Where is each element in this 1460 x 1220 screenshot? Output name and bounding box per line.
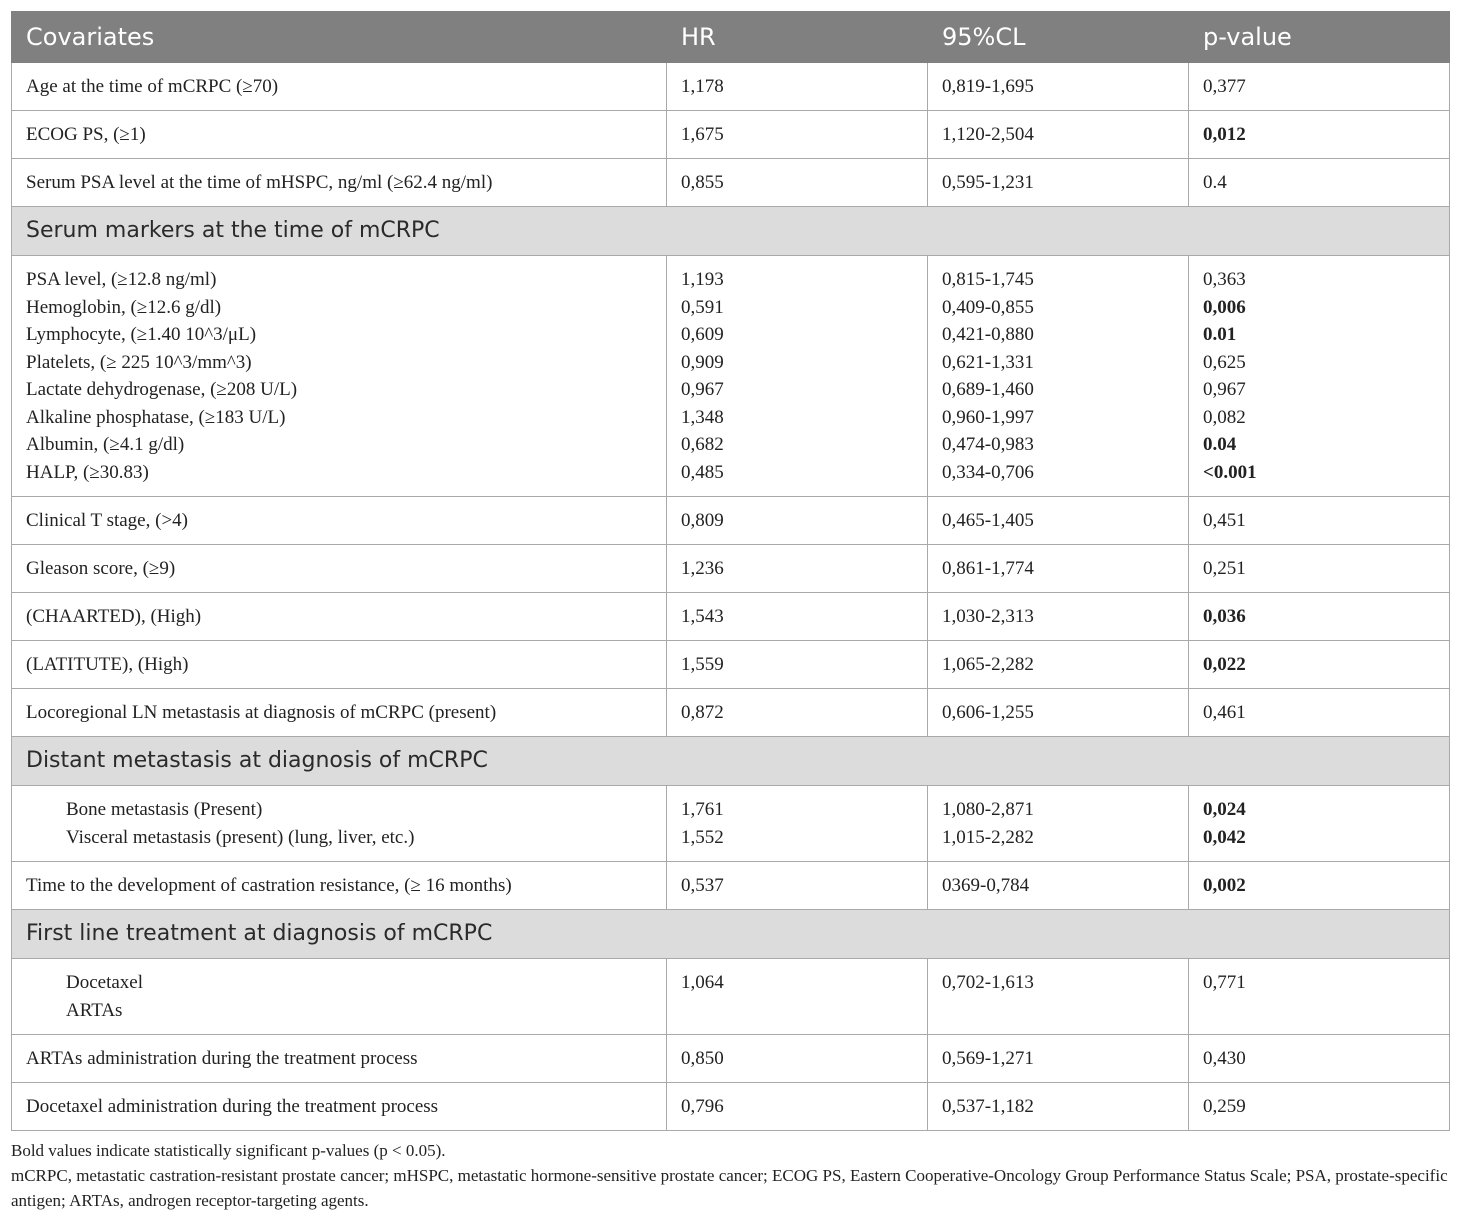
ci-cell: 0,465-1,405 [928, 497, 1189, 545]
covariate-cell [12, 786, 667, 862]
ci-cell [928, 256, 1189, 497]
serum-p: 0,967 [1203, 379, 1246, 400]
header-covariates: Covariates [12, 12, 667, 63]
table-row [12, 862, 1450, 910]
p-value-cell: 0,259 [1189, 1083, 1450, 1131]
hr-cell: 0,796 [667, 1083, 928, 1131]
p-value-cell-significant: 0,022 [1189, 641, 1450, 689]
first-line-hr: 1,064 [681, 972, 724, 993]
table-row [12, 593, 1450, 641]
p-value-cell [1189, 786, 1450, 862]
serum-ci: 0,815-1,745 [942, 269, 1034, 290]
serum-covariate: Lymphocyte, (≥1.40 10^3/μL) [26, 324, 257, 345]
serum-covariate: Hemoglobin, (≥12.6 g/dl) [26, 296, 222, 318]
ci-cell: 0369-0,784 [928, 862, 1189, 910]
hr-cell [667, 256, 928, 497]
hr-cell: 0,872 [667, 689, 928, 737]
serum-covariate: Alkaline phosphatase, (≥183 U/L) [26, 406, 286, 428]
distant-metastasis-row-group [12, 786, 1450, 862]
ci-cell: 0,537-1,182 [928, 1083, 1189, 1131]
covariate-cell: Gleason score, (≥9) [12, 545, 667, 593]
serum-hr: 0,591 [681, 296, 724, 318]
serum-hr: 0,909 [681, 351, 724, 373]
serum-ci: 0,334-0,706 [942, 461, 1034, 483]
serum-hr: 1,348 [681, 406, 724, 428]
serum-markers-row-group [12, 256, 1450, 497]
serum-ci: 0,409-0,855 [942, 296, 1034, 318]
hr-cell: 0,850 [667, 1035, 928, 1083]
ci-cell [928, 786, 1189, 862]
hr-cell: 1,675 [667, 111, 928, 159]
hr-cell: 1,559 [667, 641, 928, 689]
serum-p-significant: 0,006 [1203, 296, 1246, 318]
section-row-first-line-treatment [12, 910, 1450, 959]
distant-ci: 1,080-2,871 [942, 799, 1034, 820]
p-value-cell: 0,461 [1189, 689, 1450, 737]
table-row [12, 545, 1450, 593]
table-row [12, 159, 1450, 207]
serum-ci: 0,421-0,880 [942, 324, 1034, 345]
section-title: First line treatment at diagnosis of mCRPC [12, 910, 1450, 959]
covariate-cell [12, 256, 667, 497]
p-value-cell-significant: 0,036 [1189, 593, 1450, 641]
serum-ci: 0,621-1,331 [942, 351, 1034, 373]
first-line-row-group [12, 959, 1450, 1035]
hr-cell: 0,809 [667, 497, 928, 545]
distant-covariate: Bone metastasis (Present) [66, 799, 263, 820]
p-value-cell: 0,251 [1189, 545, 1450, 593]
p-value-cell: 0,430 [1189, 1035, 1450, 1083]
ci-cell: 0,569-1,271 [928, 1035, 1189, 1083]
regression-table-container [11, 11, 1449, 1131]
table-row [12, 689, 1450, 737]
covariate-cell: Clinical T stage, (>4) [12, 497, 667, 545]
section-title: Serum markers at the time of mCRPC [12, 207, 1450, 256]
serum-hr: 0,609 [681, 324, 724, 345]
first-line-p: 0,771 [1203, 972, 1246, 993]
serum-p: 0,625 [1203, 351, 1246, 373]
ci-cell: 0,595-1,231 [928, 159, 1189, 207]
covariate-cell: (LATITUTE), (High) [12, 641, 667, 689]
serum-p: 0,082 [1203, 406, 1246, 428]
ci-cell: 1,120-2,504 [928, 111, 1189, 159]
hr-cell: 0,537 [667, 862, 928, 910]
table-row [12, 1083, 1450, 1131]
p-value-cell-significant: 0,002 [1189, 862, 1450, 910]
distant-hr: 1,761 [681, 799, 724, 820]
serum-covariate: HALP, (≥30.83) [26, 461, 149, 483]
serum-p: 0,363 [1203, 269, 1246, 290]
serum-p-significant: <0.001 [1203, 461, 1257, 483]
distant-covariate: Visceral metastasis (present) (lung, liver, etc.) [66, 826, 415, 848]
section-title: Distant metastasis at diagnosis of mCRPC [12, 737, 1450, 786]
covariate-cell: ECOG PS, (≥1) [12, 111, 667, 159]
serum-hr: 0,485 [681, 461, 724, 483]
p-value-cell [1189, 256, 1450, 497]
distant-p-significant: 0,024 [1203, 799, 1246, 820]
serum-covariate: Albumin, (≥4.1 g/dl) [26, 434, 185, 455]
distant-ci: 1,015-2,282 [942, 826, 1034, 848]
distant-hr: 1,552 [681, 826, 724, 848]
section-row-serum-markers [12, 207, 1450, 256]
p-value-cell [1189, 959, 1450, 1035]
covariate-cell: Serum PSA level at the time of mHSPC, ng/ml (≥62.4 ng/ml) [12, 159, 667, 207]
p-value-cell: 0,451 [1189, 497, 1450, 545]
header-hr: HR [667, 12, 928, 63]
p-value-cell-significant: 0,012 [1189, 111, 1450, 159]
serum-hr: 0,967 [681, 379, 724, 400]
p-value-cell: 0.4 [1189, 159, 1450, 207]
ci-cell: 0,861-1,774 [928, 545, 1189, 593]
hr-cell: 1,178 [667, 63, 928, 111]
hr-cell: 1,543 [667, 593, 928, 641]
distant-p-significant: 0,042 [1203, 826, 1246, 848]
ci-cell: 0,606-1,255 [928, 689, 1189, 737]
serum-ci: 0,960-1,997 [942, 406, 1034, 428]
table-footnotes [11, 1138, 1456, 1213]
covariate-cell: Locoregional LN metastasis at diagnosis of mCRPC (present) [12, 689, 667, 737]
first-line-item: ARTAs [66, 999, 123, 1021]
table-row [12, 1035, 1450, 1083]
serum-hr: 1,193 [681, 269, 724, 290]
table-row [12, 497, 1450, 545]
serum-covariate: Platelets, (≥ 225 10^3/mm^3) [26, 351, 252, 373]
table-row [12, 63, 1450, 111]
serum-ci: 0,689-1,460 [942, 379, 1034, 400]
header-ci: 95%CL [928, 12, 1189, 63]
covariate-cell [12, 959, 667, 1035]
serum-p-significant: 0.04 [1203, 434, 1237, 455]
footnote-abbreviations: mCRPC, metastatic castration-resistant prostate cancer; mHSPC, metastatic hormone-sensitive prostate cancer; ECOG PS, Eastern Cooperative-Oncology Group Performance Status Scale; PSA, prostate-specific antigen; ARTAs, androgen receptor-targeting agents. [11, 1166, 1448, 1210]
table-row [12, 111, 1450, 159]
first-line-ci: 0,702-1,613 [942, 972, 1034, 993]
hr-cell [667, 786, 928, 862]
ci-cell: 1,030-2,313 [928, 593, 1189, 641]
hazard-ratio-table [11, 11, 1450, 1131]
serum-covariate: PSA level, (≥12.8 ng/ml) [26, 269, 217, 290]
covariate-cell: ARTAs administration during the treatment process [12, 1035, 667, 1083]
ci-cell: 0,819-1,695 [928, 63, 1189, 111]
ci-cell [928, 959, 1189, 1035]
serum-p-significant: 0.01 [1203, 324, 1237, 345]
covariate-cell: Age at the time of mCRPC (≥70) [12, 63, 667, 111]
hr-cell [667, 959, 928, 1035]
serum-covariate: Lactate dehydrogenase, (≥208 U/L) [26, 379, 298, 400]
serum-hr: 0,682 [681, 434, 724, 455]
covariate-cell: (CHAARTED), (High) [12, 593, 667, 641]
header-p-value: p-value [1189, 12, 1450, 63]
covariate-cell: Time to the development of castration resistance, (≥ 16 months) [12, 862, 667, 910]
section-row-distant-metastasis [12, 737, 1450, 786]
serum-ci: 0,474-0,983 [942, 434, 1034, 455]
hr-cell: 1,236 [667, 545, 928, 593]
first-line-item: Docetaxel [66, 972, 144, 993]
p-value-cell: 0,377 [1189, 63, 1450, 111]
hr-cell: 0,855 [667, 159, 928, 207]
table-header-row [12, 12, 1450, 63]
ci-cell: 1,065-2,282 [928, 641, 1189, 689]
footnote-significance: Bold values indicate statistically significant p-values (p < 0.05). [11, 1141, 446, 1160]
table-row [12, 641, 1450, 689]
covariate-cell: Docetaxel administration during the treatment process [12, 1083, 667, 1131]
